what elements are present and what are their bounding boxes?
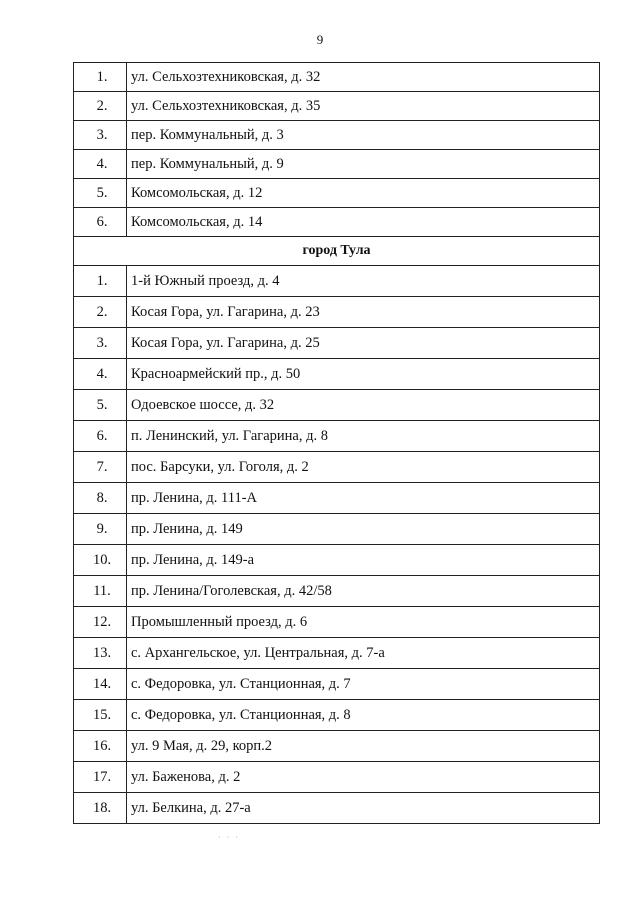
section-heading-row	[74, 237, 600, 266]
table-row	[74, 121, 600, 150]
table-row	[74, 150, 600, 179]
row-address: ул. Сельхозтехниковская, д. 32	[127, 63, 600, 92]
row-number: 4.	[74, 359, 127, 390]
row-number: 5.	[74, 390, 127, 421]
row-number: 3.	[74, 328, 127, 359]
table-row	[74, 421, 600, 452]
row-address: пр. Ленина, д. 149-а	[127, 545, 600, 576]
row-address: с. Федоровка, ул. Станционная, д. 7	[127, 669, 600, 700]
address-table	[73, 62, 600, 824]
row-address: п. Ленинский, ул. Гагарина, д. 8	[127, 421, 600, 452]
row-number: 8.	[74, 483, 127, 514]
row-address: с. Федоровка, ул. Станционная, д. 8	[127, 700, 600, 731]
row-number: 1.	[74, 63, 127, 92]
table-row	[74, 328, 600, 359]
row-number: 4.	[74, 150, 127, 179]
row-address: ул. Сельхозтехниковская, д. 35	[127, 92, 600, 121]
row-address: Комсомольская, д. 14	[127, 208, 600, 237]
table-row	[74, 793, 600, 824]
row-number: 17.	[74, 762, 127, 793]
row-address: пер. Коммунальный, д. 3	[127, 121, 600, 150]
row-address: Одоевское шоссе, д. 32	[127, 390, 600, 421]
row-address: Красноармейский пр., д. 50	[127, 359, 600, 390]
page-number: 9	[316, 32, 324, 47]
table-row	[74, 92, 600, 121]
address-section-tula	[74, 266, 600, 824]
table-row	[74, 731, 600, 762]
row-address: Промышленный проезд, д. 6	[127, 607, 600, 638]
row-number: 1.	[74, 266, 127, 297]
table-row	[74, 607, 600, 638]
table-row	[74, 63, 600, 92]
row-address: пер. Коммунальный, д. 9	[127, 150, 600, 179]
row-number: 13.	[74, 638, 127, 669]
table-row	[74, 669, 600, 700]
table-row	[74, 266, 600, 297]
row-address: пр. Ленина/Гоголевская, д. 42/58	[127, 576, 600, 607]
row-address: ул. Белкина, д. 27-а	[127, 793, 600, 824]
address-section-continued	[74, 63, 600, 266]
row-address: с. Архангельское, ул. Центральная, д. 7-а	[127, 638, 600, 669]
scan-artifact-mark: · · ·	[218, 833, 240, 842]
table-row	[74, 762, 600, 793]
row-number: 6.	[74, 208, 127, 237]
row-number: 2.	[74, 92, 127, 121]
row-address: 1-й Южный проезд, д. 4	[127, 266, 600, 297]
table-row	[74, 452, 600, 483]
row-address: ул. Баженова, д. 2	[127, 762, 600, 793]
row-number: 3.	[74, 121, 127, 150]
row-number: 14.	[74, 669, 127, 700]
row-number: 12.	[74, 607, 127, 638]
row-number: 5.	[74, 179, 127, 208]
table-row	[74, 297, 600, 328]
table-row	[74, 359, 600, 390]
table-row	[74, 514, 600, 545]
row-number: 15.	[74, 700, 127, 731]
row-number: 7.	[74, 452, 127, 483]
table-row	[74, 700, 600, 731]
section-heading-tula: город Тула	[74, 237, 600, 266]
row-number: 16.	[74, 731, 127, 762]
row-address: пр. Ленина, д. 149	[127, 514, 600, 545]
row-address: Комсомольская, д. 12	[127, 179, 600, 208]
row-address: Косая Гора, ул. Гагарина, д. 25	[127, 328, 600, 359]
row-number: 10.	[74, 545, 127, 576]
row-number: 6.	[74, 421, 127, 452]
table-row	[74, 483, 600, 514]
table-row	[74, 545, 600, 576]
row-number: 11.	[74, 576, 127, 607]
row-address: Косая Гора, ул. Гагарина, д. 23	[127, 297, 600, 328]
table-row	[74, 179, 600, 208]
row-address: пр. Ленина, д. 111-А	[127, 483, 600, 514]
row-number: 2.	[74, 297, 127, 328]
table-row	[74, 638, 600, 669]
table-row	[74, 390, 600, 421]
row-address: ул. 9 Мая, д. 29, корп.2	[127, 731, 600, 762]
table-row	[74, 208, 600, 237]
table-row	[74, 576, 600, 607]
row-number: 18.	[74, 793, 127, 824]
row-address: пос. Барсуки, ул. Гоголя, д. 2	[127, 452, 600, 483]
row-number: 9.	[74, 514, 127, 545]
